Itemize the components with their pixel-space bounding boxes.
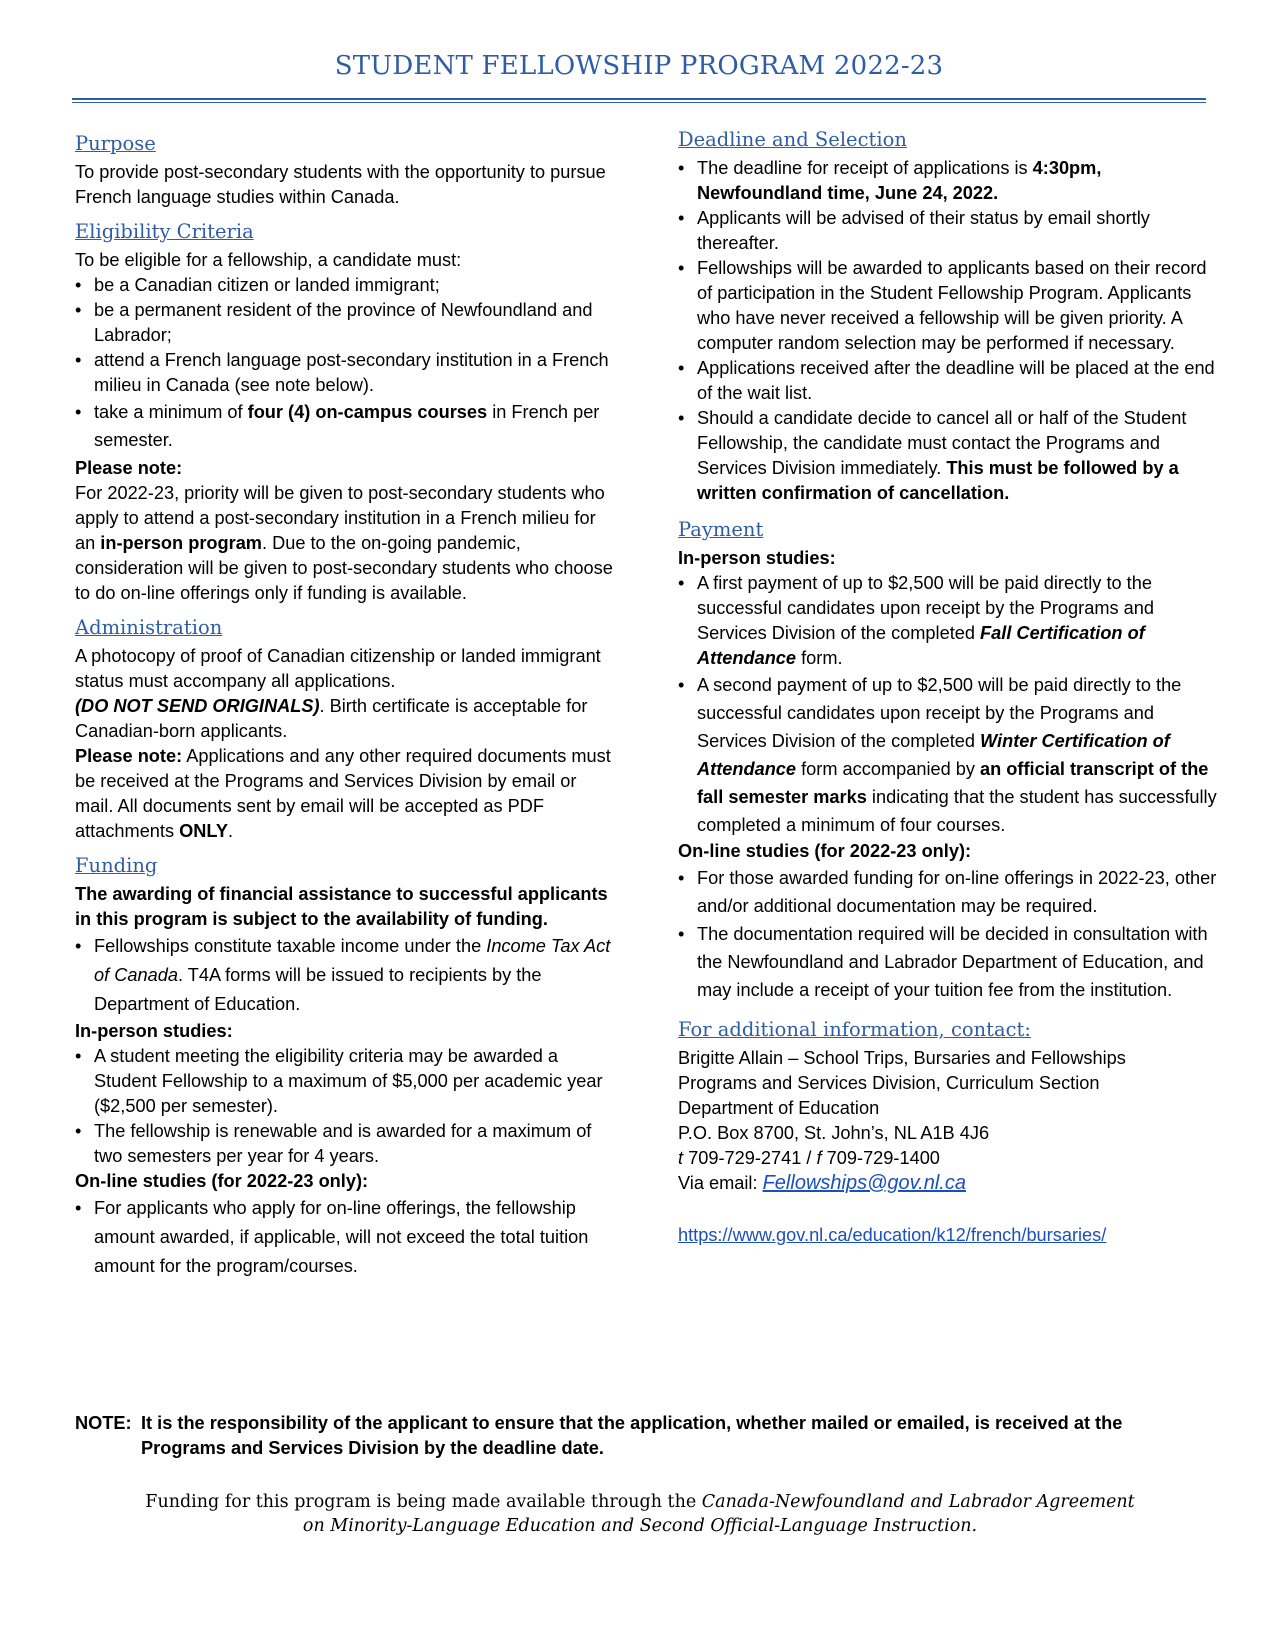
left-column <box>75 130 615 1281</box>
title-rule <box>72 98 1206 100</box>
deadline-heading: Deadline and Selection <box>678 128 907 151</box>
note-label: NOTE: <box>75 1413 132 1433</box>
responsibility-note <box>75 1411 1195 1461</box>
administration-heading: Administration <box>75 616 223 639</box>
payment-inperson-list <box>678 571 1218 671</box>
funding-tax-list <box>75 932 615 1019</box>
title-rule-thin <box>72 102 1206 103</box>
administration-originals: (DO NOT SEND ORIGINALS). Birth certificate is acceptable for Canadian-born applicants. <box>75 696 588 741</box>
contact-address: P.O. Box 8700, St. John’s, NL A1B 4J6 <box>678 1123 990 1143</box>
payment-online-label: On-line studies (for 2022-23 only): <box>678 841 972 861</box>
agreement-name-cont: on Minority-Language Education and Second Official-Language Instruction. <box>302 1516 978 1536</box>
list-item: • Applications received after the deadline will be placed at the end of the wait list. <box>678 358 1215 403</box>
eligibility-heading: Eligibility Criteria <box>75 220 254 243</box>
funding-heading: Funding <box>75 854 158 877</box>
list-item: • A first payment of up to $2,500 will be paid directly to the successful candidates upon receipt by the Programs and Services Division of the completed Fall Certification of Attendance form. <box>678 573 1154 668</box>
eligibility-note-text: For 2022-23, priority will be given to post-secondary students who apply to attend a post-secondary institution in a French milieu for an in-person program. Due to the on-going pandemic, consideration will be given to post-secondary students who choose to do on-line offerings only if funding is available. <box>75 483 613 603</box>
funding-inperson-list <box>75 1044 615 1169</box>
payment-second-list <box>678 671 1218 839</box>
note-text: It is the responsibility of the applicant to ensure that the application, whether mailed or emailed, is received at the Programs and Services Division by the deadline date. <box>141 1413 1123 1458</box>
list-item: • attend a French language post-secondary institution in a French milieu in Canada (see note below). <box>75 350 609 395</box>
list-item: • take a minimum of four (4) on-campus courses in French per semester. <box>75 402 600 450</box>
funding-online-label: On-line studies (for 2022-23 only): <box>75 1171 369 1191</box>
contact-division: Programs and Services Division, Curriculum Section <box>678 1073 1100 1093</box>
funding-inperson-label: In-person studies: <box>75 1021 233 1041</box>
list-item: • be a permanent resident of the province of Newfoundland and Labrador; <box>75 300 593 345</box>
contact-name: Brigitte Allain – School Trips, Bursaries and Fellowships <box>678 1048 1126 1068</box>
administration-text: A photocopy of proof of Canadian citizenship or landed immigrant status must accompany all applications. <box>75 646 601 691</box>
funding-online-list <box>75 1194 615 1281</box>
eligibility-note-label: Please note: <box>75 458 183 478</box>
eligibility-intro: To be eligible for a fellowship, a candidate must: <box>75 250 462 270</box>
website-link[interactable]: https://www.gov.nl.ca/education/k12/french/bursaries/ <box>678 1225 1107 1245</box>
contact-heading: For additional information, contact: <box>678 1018 1031 1041</box>
purpose-text: To provide post-secondary students with the opportunity to pursue French language studies within Canada. <box>75 162 606 207</box>
list-item: • For those awarded funding for on-line offerings in 2022-23, other and/or additional documentation may be required. <box>678 868 1217 916</box>
funding-footer <box>100 1490 1180 1538</box>
list-item: • Should a candidate decide to cancel all or half of the Student Fellowship, the candidate must contact the Programs and Services Division immediately. This must be followed by a written confirmation of cancellation. <box>678 408 1187 503</box>
list-item: • A student meeting the eligibility criteria may be awarded a Student Fellowship to a maximum of $5,000 per academic year ($2,500 per semester). <box>75 1046 603 1116</box>
contact-email-line: Via email: Fellowships@gov.nl.ca <box>678 1172 966 1194</box>
list-item: • be a Canadian citizen or landed immigrant; <box>75 275 440 295</box>
purpose-heading: Purpose <box>75 132 156 155</box>
contact-phone-fax: t 709-729-2741 / f 709-729-1400 <box>678 1148 940 1168</box>
footer-text: Funding for this program is being made available through the <box>145 1492 702 1512</box>
page-title: STUDENT FELLOWSHIP PROGRAM 2022-23 <box>334 51 944 81</box>
list-item: • The deadline for receipt of applications is 4:30pm, Newfoundland time, June 24, 2022. <box>678 158 1102 203</box>
list-item: • A second payment of up to $2,500 will be paid directly to the successful candidates upon receipt by the Programs and Services Division of the completed Winter Certification of Attendance form accompanied by an official transcript of the fall semester marks indicating that the student has successfully completed a minimum of four courses. <box>678 675 1217 835</box>
deadline-list <box>678 156 1218 506</box>
website-line <box>678 1223 1218 1248</box>
payment-heading: Payment <box>678 518 764 541</box>
list-item: • For applicants who apply for on-line offerings, the fellowship amount awarded, if applicable, will not exceed the total tuition amount for the program/courses. <box>75 1198 589 1276</box>
payment-inperson-label: In-person studies: <box>678 548 836 568</box>
administration-note: Please note: Applications and any other required documents must be received at the Programs and Services Division by email or mail. All documents sent by email will be accepted as PDF attachments ONLY. <box>75 746 611 841</box>
eligibility-list <box>75 273 615 454</box>
funding-intro: The awarding of financial assistance to successful applicants in this program is subject to the availability of funding. <box>75 884 608 929</box>
payment-online-list <box>678 864 1218 1004</box>
email-link[interactable]: Fellowships@gov.nl.ca <box>762 1172 966 1194</box>
list-item: • Fellowships will be awarded to applicants based on their record of participation in the Student Fellowship Program. Applicants who have never received a fellowship will be given priority. A computer random selection may be performed if necessary. <box>678 258 1207 353</box>
agreement-name: Canada-Newfoundland and Labrador Agreement <box>701 1492 1135 1512</box>
right-column <box>678 126 1218 1248</box>
list-item: • Fellowships constitute taxable income under the Income Tax Act of Canada. T4A forms will be issued to recipients by the Department of Education. <box>75 936 611 1014</box>
list-item: • Applicants will be advised of their status by email shortly thereafter. <box>678 208 1150 253</box>
list-item: • The fellowship is renewable and is awarded for a maximum of two semesters per year for 4 years. <box>75 1121 592 1166</box>
contact-department: Department of Education <box>678 1098 880 1118</box>
list-item: • The documentation required will be decided in consultation with the Newfoundland and Labrador Department of Education, and may include a receipt of your tuition fee from the institution. <box>678 924 1208 1000</box>
